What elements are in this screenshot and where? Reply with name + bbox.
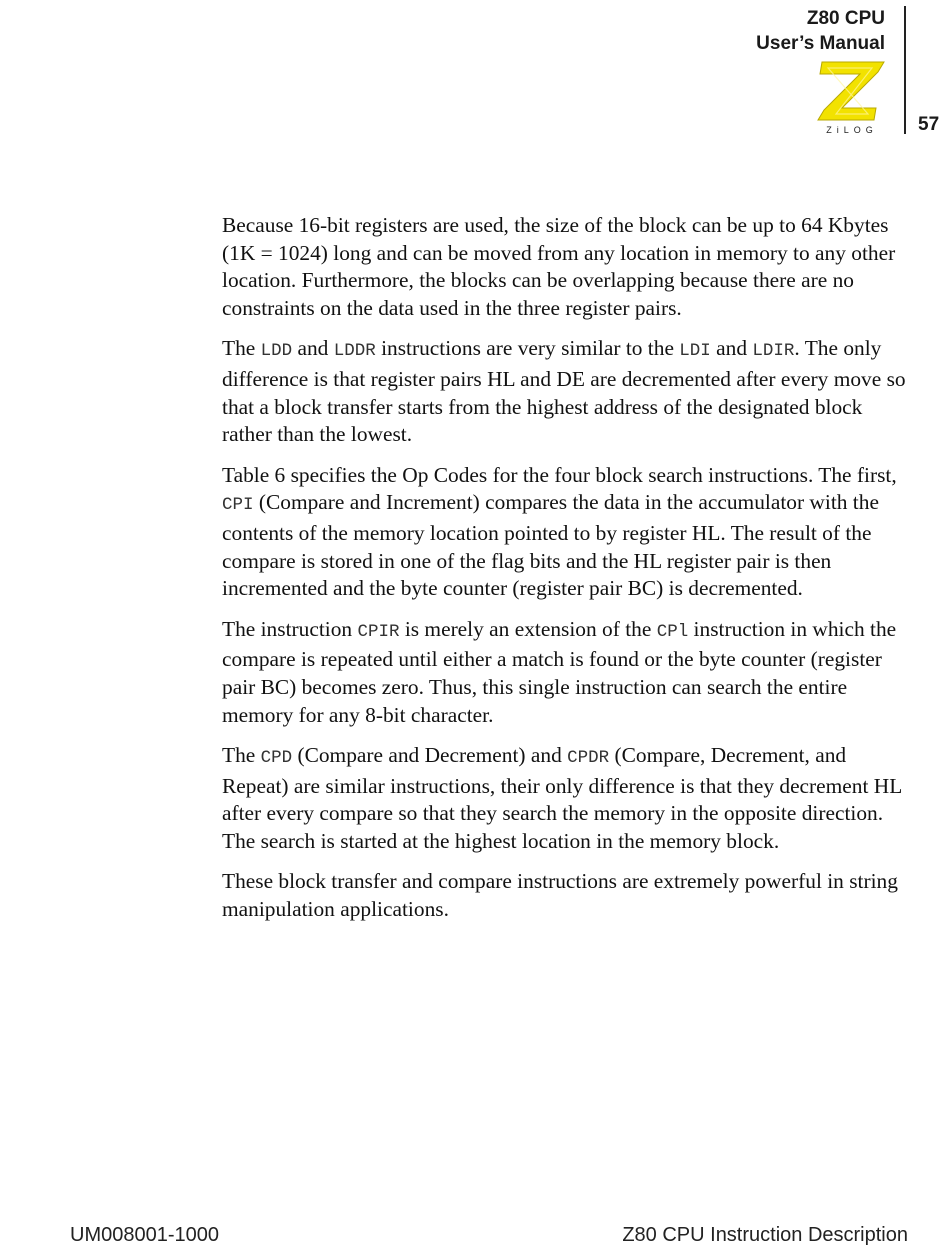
header-title: [756, 6, 885, 56]
code-lddr: LDDR: [333, 341, 376, 362]
footer-section-title: Z80 CPU Instruction Description: [622, 1224, 908, 1246]
header-divider: [904, 6, 906, 134]
header-title-line2: User’s Manual: [756, 33, 885, 54]
code-cpl: CPl: [656, 621, 689, 642]
code-cpdr: CPDR: [567, 748, 610, 769]
footer-doc-id: UM008001-1000: [70, 1224, 219, 1246]
paragraph-5: The CPD (Compare and Decrement) and CPDR (Compare, Decrement, and Repeat) are similar instructions, their only difference is that they decrement HL after every compare so that they search the memory in the opposite direction. The search is started at the highest location in the memory block.: [222, 743, 902, 853]
code-ldd: LDD: [260, 341, 293, 362]
code-ldir: LDIR: [752, 341, 795, 362]
code-cpi: CPI: [222, 495, 254, 516]
paragraph-3: Table 6 specifies the Op Codes for the four block search instructions. The first, CPI (Compare and Increment) compares the data in the accumulator with the contents of the memory location pointed to by register HL. The result of the compare is stored in one of the flag bits and the HL register pair is then incremented and the byte counter (register pair BC) is decremented.: [222, 462, 897, 601]
paragraph-1: Because 16-bit registers are used, the size of the block can be up to 64 Kbytes (1K = 1024) long and can be moved from any location in memory to any other location. Furthermore, the blocks can be overlapping because there are no constraints on the data used in the three register pairs.: [222, 213, 896, 320]
code-cpir: CPIR: [357, 621, 400, 642]
zilog-wordmark: ZiLOG: [826, 125, 878, 135]
code-ldi: LDI: [679, 341, 711, 362]
code-cpd: CPD: [260, 748, 293, 769]
page-number: 57: [918, 114, 940, 135]
zilog-logo-icon: [814, 58, 890, 136]
paragraph-6: These block transfer and compare instructions are extremely powerful in string manipulation applications.: [222, 869, 898, 922]
paragraph-2: The LDD and LDDR instructions are very similar to the LDI and LDIR. The only difference is that register pairs HL and DE are decremented after every move so that a block transfer starts from the highest address of the designated block rather than the lowest.: [222, 336, 906, 447]
paragraph-4: The instruction CPIR is merely an extension of the CPl instruction in which the compare is repeated until either a match is found or the byte counter (register pair BC) becomes zero. Thus, this single instruction can search the entire memory for any 8-bit character.: [222, 616, 897, 727]
body-text: [222, 212, 912, 937]
header-title-line1: Z80 CPU: [806, 8, 885, 29]
